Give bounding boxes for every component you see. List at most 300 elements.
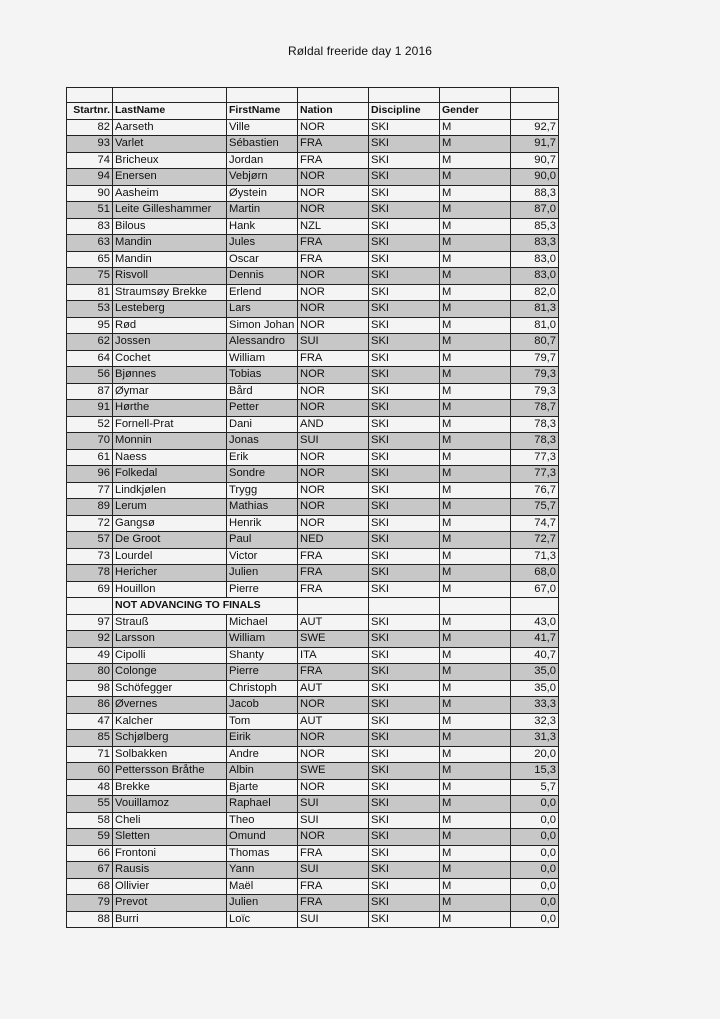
firstname-cell: Eirik xyxy=(227,730,298,747)
score-cell: 0,0 xyxy=(511,812,559,829)
table-row xyxy=(67,400,559,417)
table-row xyxy=(67,235,559,252)
gender-cell: M xyxy=(440,532,511,549)
lastname-cell: Gangsø xyxy=(113,515,227,532)
startnr-cell: 72 xyxy=(67,515,113,532)
table-row xyxy=(67,301,559,318)
table-row xyxy=(67,680,559,697)
table-row xyxy=(67,136,559,153)
score-cell: 74,7 xyxy=(511,515,559,532)
lastname-cell: Schöfegger xyxy=(113,680,227,697)
firstname-cell: Andre xyxy=(227,746,298,763)
nation-cell: NOR xyxy=(298,515,369,532)
discipline-cell: SKI xyxy=(369,152,440,169)
gender-cell: M xyxy=(440,614,511,631)
gender-cell: M xyxy=(440,779,511,796)
startnr-cell: 48 xyxy=(67,779,113,796)
startnr-cell: 47 xyxy=(67,713,113,730)
discipline-cell: SKI xyxy=(369,796,440,813)
lastname-cell: Lindkjølen xyxy=(113,482,227,499)
gender-cell: M xyxy=(440,119,511,136)
lastname-cell: Schjølberg xyxy=(113,730,227,747)
lastname-cell: Lourdel xyxy=(113,548,227,565)
score-cell: 79,3 xyxy=(511,383,559,400)
score-cell: 72,7 xyxy=(511,532,559,549)
firstname-cell: Erlend xyxy=(227,284,298,301)
discipline-cell: SKI xyxy=(369,334,440,351)
discipline-cell: SKI xyxy=(369,268,440,285)
gender-cell: M xyxy=(440,284,511,301)
firstname-cell: Ville xyxy=(227,119,298,136)
table-row xyxy=(67,367,559,384)
firstname-cell: Alessandro xyxy=(227,334,298,351)
firstname-cell: Erik xyxy=(227,449,298,466)
firstname-cell: Paul xyxy=(227,532,298,549)
discipline-cell: SKI xyxy=(369,119,440,136)
startnr-cell: 78 xyxy=(67,565,113,582)
startnr-cell: 57 xyxy=(67,532,113,549)
gender-cell: M xyxy=(440,647,511,664)
blank-cell xyxy=(67,88,113,103)
table-row xyxy=(67,796,559,813)
lastname-cell: Solbakken xyxy=(113,746,227,763)
table-row xyxy=(67,466,559,483)
score-cell: 0,0 xyxy=(511,829,559,846)
table-row xyxy=(67,631,559,648)
firstname-cell: Bård xyxy=(227,383,298,400)
startnr-cell: 68 xyxy=(67,878,113,895)
score-cell: 0,0 xyxy=(511,878,559,895)
nation-cell: NOR xyxy=(298,284,369,301)
nation-cell: NOR xyxy=(298,383,369,400)
nation-cell: NOR xyxy=(298,466,369,483)
discipline-cell: SKI xyxy=(369,647,440,664)
startnr-cell: 96 xyxy=(67,466,113,483)
startnr-cell: 86 xyxy=(67,697,113,714)
table-row xyxy=(67,169,559,186)
nation-cell: NOR xyxy=(298,400,369,417)
discipline-cell: SKI xyxy=(369,301,440,318)
discipline-cell: SKI xyxy=(369,367,440,384)
score-cell: 0,0 xyxy=(511,862,559,879)
nation-cell: SUI xyxy=(298,862,369,879)
score-cell: 0,0 xyxy=(511,796,559,813)
startnr-cell: 66 xyxy=(67,845,113,862)
discipline-cell: SKI xyxy=(369,185,440,202)
gender-cell: M xyxy=(440,565,511,582)
table-row xyxy=(67,482,559,499)
score-cell: 75,7 xyxy=(511,499,559,516)
score-cell: 71,3 xyxy=(511,548,559,565)
lastname-cell: Bricheux xyxy=(113,152,227,169)
lastname-cell: Kalcher xyxy=(113,713,227,730)
lastname-cell: Fornell-Prat xyxy=(113,416,227,433)
firstname-cell: Jonas xyxy=(227,433,298,450)
lastname-cell: Sletten xyxy=(113,829,227,846)
table-row xyxy=(67,515,559,532)
gender-cell: M xyxy=(440,911,511,928)
nation-cell: NED xyxy=(298,532,369,549)
gender-cell: M xyxy=(440,515,511,532)
blank-cell xyxy=(227,88,298,103)
nation-cell: NOR xyxy=(298,169,369,186)
table-row xyxy=(67,119,559,136)
table-row xyxy=(67,581,559,598)
firstname-cell: Sondre xyxy=(227,466,298,483)
gender-cell: M xyxy=(440,449,511,466)
startnr-cell: 55 xyxy=(67,796,113,813)
lastname-cell: Ollivier xyxy=(113,878,227,895)
lastname-cell: Jossen xyxy=(113,334,227,351)
score-cell: 20,0 xyxy=(511,746,559,763)
header-firstname: FirstName xyxy=(227,103,298,120)
startnr-cell: 60 xyxy=(67,763,113,780)
score-cell: 0,0 xyxy=(511,895,559,912)
discipline-cell: SKI xyxy=(369,680,440,697)
section-label: NOT ADVANCING TO FINALS xyxy=(113,598,298,615)
firstname-cell: Julien xyxy=(227,565,298,582)
gender-cell: M xyxy=(440,812,511,829)
discipline-cell: SKI xyxy=(369,779,440,796)
discipline-cell: SKI xyxy=(369,235,440,252)
lastname-cell: Øymar xyxy=(113,383,227,400)
header-gender: Gender xyxy=(440,103,511,120)
firstname-cell: Martin xyxy=(227,202,298,219)
score-cell: 35,0 xyxy=(511,680,559,697)
score-cell: 67,0 xyxy=(511,581,559,598)
score-cell: 15,3 xyxy=(511,763,559,780)
table-row xyxy=(67,647,559,664)
score-cell: 31,3 xyxy=(511,730,559,747)
startnr-cell: 97 xyxy=(67,614,113,631)
nation-cell: SUI xyxy=(298,433,369,450)
nation-cell: FRA xyxy=(298,251,369,268)
gender-cell: M xyxy=(440,548,511,565)
firstname-cell: Trygg xyxy=(227,482,298,499)
header-row xyxy=(67,103,559,120)
table-row xyxy=(67,284,559,301)
table-row xyxy=(67,499,559,516)
gender-cell: M xyxy=(440,730,511,747)
gender-cell: M xyxy=(440,466,511,483)
discipline-cell: SKI xyxy=(369,746,440,763)
lastname-cell: Naess xyxy=(113,449,227,466)
gender-cell: M xyxy=(440,169,511,186)
lastname-cell: Folkedal xyxy=(113,466,227,483)
nation-cell: FRA xyxy=(298,235,369,252)
blank-cell xyxy=(67,598,113,615)
firstname-cell: Tom xyxy=(227,713,298,730)
gender-cell: M xyxy=(440,763,511,780)
score-cell: 5,7 xyxy=(511,779,559,796)
firstname-cell: Maël xyxy=(227,878,298,895)
nation-cell: NOR xyxy=(298,779,369,796)
firstname-cell: Tobias xyxy=(227,367,298,384)
discipline-cell: SKI xyxy=(369,862,440,879)
gender-cell: M xyxy=(440,845,511,862)
score-cell: 33,3 xyxy=(511,697,559,714)
lastname-cell: Lerum xyxy=(113,499,227,516)
score-cell: 87,0 xyxy=(511,202,559,219)
gender-cell: M xyxy=(440,383,511,400)
table-row xyxy=(67,763,559,780)
score-cell: 77,3 xyxy=(511,466,559,483)
startnr-cell: 74 xyxy=(67,152,113,169)
header-nation: Nation xyxy=(298,103,369,120)
gender-cell: M xyxy=(440,697,511,714)
table-row xyxy=(67,878,559,895)
lastname-cell: Cheli xyxy=(113,812,227,829)
startnr-cell: 89 xyxy=(67,499,113,516)
firstname-cell: William xyxy=(227,631,298,648)
firstname-cell: Yann xyxy=(227,862,298,879)
startnr-cell: 49 xyxy=(67,647,113,664)
lastname-cell: Leite Gilleshammer xyxy=(113,202,227,219)
startnr-cell: 58 xyxy=(67,812,113,829)
score-cell: 35,0 xyxy=(511,664,559,681)
score-cell: 83,0 xyxy=(511,251,559,268)
startnr-cell: 83 xyxy=(67,218,113,235)
lastname-cell: Vouillamoz xyxy=(113,796,227,813)
nation-cell: SWE xyxy=(298,763,369,780)
firstname-cell: Jordan xyxy=(227,152,298,169)
nation-cell: NOR xyxy=(298,449,369,466)
score-cell: 32,3 xyxy=(511,713,559,730)
discipline-cell: SKI xyxy=(369,499,440,516)
lastname-cell: Strauß xyxy=(113,614,227,631)
lastname-cell: Mandin xyxy=(113,251,227,268)
gender-cell: M xyxy=(440,367,511,384)
firstname-cell: Sébastien xyxy=(227,136,298,153)
score-cell: 81,0 xyxy=(511,317,559,334)
startnr-cell: 69 xyxy=(67,581,113,598)
score-cell: 0,0 xyxy=(511,911,559,928)
nation-cell: NOR xyxy=(298,697,369,714)
firstname-cell: Dennis xyxy=(227,268,298,285)
table-row xyxy=(67,664,559,681)
firstname-cell: Pierre xyxy=(227,664,298,681)
nation-cell: NOR xyxy=(298,268,369,285)
gender-cell: M xyxy=(440,350,511,367)
lastname-cell: Brekke xyxy=(113,779,227,796)
nation-cell: FRA xyxy=(298,664,369,681)
table-row xyxy=(67,565,559,582)
results-table xyxy=(66,87,559,928)
discipline-cell: SKI xyxy=(369,878,440,895)
discipline-cell: SKI xyxy=(369,713,440,730)
startnr-cell: 82 xyxy=(67,119,113,136)
table-row xyxy=(67,350,559,367)
nation-cell: FRA xyxy=(298,581,369,598)
blank-cell xyxy=(369,598,440,615)
nation-cell: SUI xyxy=(298,812,369,829)
score-cell: 92,7 xyxy=(511,119,559,136)
table-row xyxy=(67,548,559,565)
page-title: Røldal freeride day 1 2016 xyxy=(287,44,433,58)
table-row xyxy=(67,152,559,169)
score-cell: 90,0 xyxy=(511,169,559,186)
table-row xyxy=(67,746,559,763)
score-cell: 79,3 xyxy=(511,367,559,384)
discipline-cell: SKI xyxy=(369,317,440,334)
gender-cell: M xyxy=(440,895,511,912)
startnr-cell: 62 xyxy=(67,334,113,351)
score-cell: 68,0 xyxy=(511,565,559,582)
nation-cell: NOR xyxy=(298,730,369,747)
nation-cell: AUT xyxy=(298,614,369,631)
nation-cell: FRA xyxy=(298,548,369,565)
firstname-cell: Omund xyxy=(227,829,298,846)
lastname-cell: Øvernes xyxy=(113,697,227,714)
blank-cell xyxy=(511,88,559,103)
startnr-cell: 71 xyxy=(67,746,113,763)
nation-cell: NOR xyxy=(298,499,369,516)
firstname-cell: Thomas xyxy=(227,845,298,862)
nation-cell: FRA xyxy=(298,350,369,367)
discipline-cell: SKI xyxy=(369,614,440,631)
firstname-cell: Bjarte xyxy=(227,779,298,796)
blank-cell xyxy=(511,598,559,615)
blank-cell xyxy=(440,88,511,103)
discipline-cell: SKI xyxy=(369,697,440,714)
score-cell: 43,0 xyxy=(511,614,559,631)
startnr-cell: 77 xyxy=(67,482,113,499)
nation-cell: FRA xyxy=(298,136,369,153)
table-row xyxy=(67,614,559,631)
lastname-cell: Aarseth xyxy=(113,119,227,136)
blank-cell xyxy=(298,88,369,103)
discipline-cell: SKI xyxy=(369,383,440,400)
startnr-cell: 95 xyxy=(67,317,113,334)
firstname-cell: Mathias xyxy=(227,499,298,516)
nation-cell: NOR xyxy=(298,829,369,846)
nation-cell: FRA xyxy=(298,878,369,895)
table-row xyxy=(67,334,559,351)
firstname-cell: Pierre xyxy=(227,581,298,598)
firstname-cell: William xyxy=(227,350,298,367)
firstname-cell: Oscar xyxy=(227,251,298,268)
discipline-cell: SKI xyxy=(369,136,440,153)
gender-cell: M xyxy=(440,482,511,499)
firstname-cell: Simon Johan xyxy=(227,317,298,334)
score-cell: 79,7 xyxy=(511,350,559,367)
lastname-cell: Prevot xyxy=(113,895,227,912)
nation-cell: SUI xyxy=(298,911,369,928)
startnr-cell: 94 xyxy=(67,169,113,186)
firstname-cell: Victor xyxy=(227,548,298,565)
table-row xyxy=(67,911,559,928)
gender-cell: M xyxy=(440,878,511,895)
startnr-cell: 79 xyxy=(67,895,113,912)
discipline-cell: SKI xyxy=(369,812,440,829)
lastname-cell: Mandin xyxy=(113,235,227,252)
firstname-cell: Øystein xyxy=(227,185,298,202)
discipline-cell: SKI xyxy=(369,284,440,301)
gender-cell: M xyxy=(440,499,511,516)
discipline-cell: SKI xyxy=(369,466,440,483)
score-cell: 91,7 xyxy=(511,136,559,153)
discipline-cell: SKI xyxy=(369,400,440,417)
firstname-cell: Shanty xyxy=(227,647,298,664)
results-table-body xyxy=(67,88,559,928)
table-row xyxy=(67,433,559,450)
table-row xyxy=(67,697,559,714)
gender-cell: M xyxy=(440,796,511,813)
gender-cell: M xyxy=(440,416,511,433)
lastname-cell: De Groot xyxy=(113,532,227,549)
lastname-cell: Lesteberg xyxy=(113,301,227,318)
header-score xyxy=(511,103,559,120)
nation-cell: FRA xyxy=(298,152,369,169)
table-row xyxy=(67,317,559,334)
firstname-cell: Albin xyxy=(227,763,298,780)
header-lastname: LastName xyxy=(113,103,227,120)
score-cell: 83,3 xyxy=(511,235,559,252)
nation-cell: NOR xyxy=(298,301,369,318)
startnr-cell: 64 xyxy=(67,350,113,367)
table-row xyxy=(67,218,559,235)
gender-cell: M xyxy=(440,862,511,879)
discipline-cell: SKI xyxy=(369,202,440,219)
table-row xyxy=(67,185,559,202)
startnr-cell: 85 xyxy=(67,730,113,747)
score-cell: 82,0 xyxy=(511,284,559,301)
startnr-cell: 80 xyxy=(67,664,113,681)
lastname-cell: Colonge xyxy=(113,664,227,681)
table-row xyxy=(67,845,559,862)
discipline-cell: SKI xyxy=(369,763,440,780)
lastname-cell: Frontoni xyxy=(113,845,227,862)
section-row xyxy=(67,598,559,615)
gender-cell: M xyxy=(440,268,511,285)
table-row xyxy=(67,268,559,285)
lastname-cell: Monnin xyxy=(113,433,227,450)
startnr-cell: 87 xyxy=(67,383,113,400)
nation-cell: SUI xyxy=(298,334,369,351)
blank-cell xyxy=(298,598,369,615)
score-cell: 78,3 xyxy=(511,416,559,433)
firstname-cell: Jules xyxy=(227,235,298,252)
nation-cell: AND xyxy=(298,416,369,433)
table-row xyxy=(67,532,559,549)
discipline-cell: SKI xyxy=(369,532,440,549)
gender-cell: M xyxy=(440,185,511,202)
startnr-cell: 63 xyxy=(67,235,113,252)
lastname-cell: Bilous xyxy=(113,218,227,235)
score-cell: 90,7 xyxy=(511,152,559,169)
firstname-cell: Hank xyxy=(227,218,298,235)
startnr-cell: 52 xyxy=(67,416,113,433)
nation-cell: ITA xyxy=(298,647,369,664)
gender-cell: M xyxy=(440,334,511,351)
nation-cell: FRA xyxy=(298,565,369,582)
lastname-cell: Rausis xyxy=(113,862,227,879)
discipline-cell: SKI xyxy=(369,845,440,862)
table-row xyxy=(67,895,559,912)
discipline-cell: SKI xyxy=(369,433,440,450)
gender-cell: M xyxy=(440,680,511,697)
blank-cell xyxy=(369,88,440,103)
startnr-cell: 90 xyxy=(67,185,113,202)
table-row xyxy=(67,449,559,466)
nation-cell: NOR xyxy=(298,202,369,219)
gender-cell: M xyxy=(440,317,511,334)
lastname-cell: Aasheim xyxy=(113,185,227,202)
startnr-cell: 59 xyxy=(67,829,113,846)
score-cell: 0,0 xyxy=(511,845,559,862)
startnr-cell: 51 xyxy=(67,202,113,219)
nation-cell: AUT xyxy=(298,680,369,697)
